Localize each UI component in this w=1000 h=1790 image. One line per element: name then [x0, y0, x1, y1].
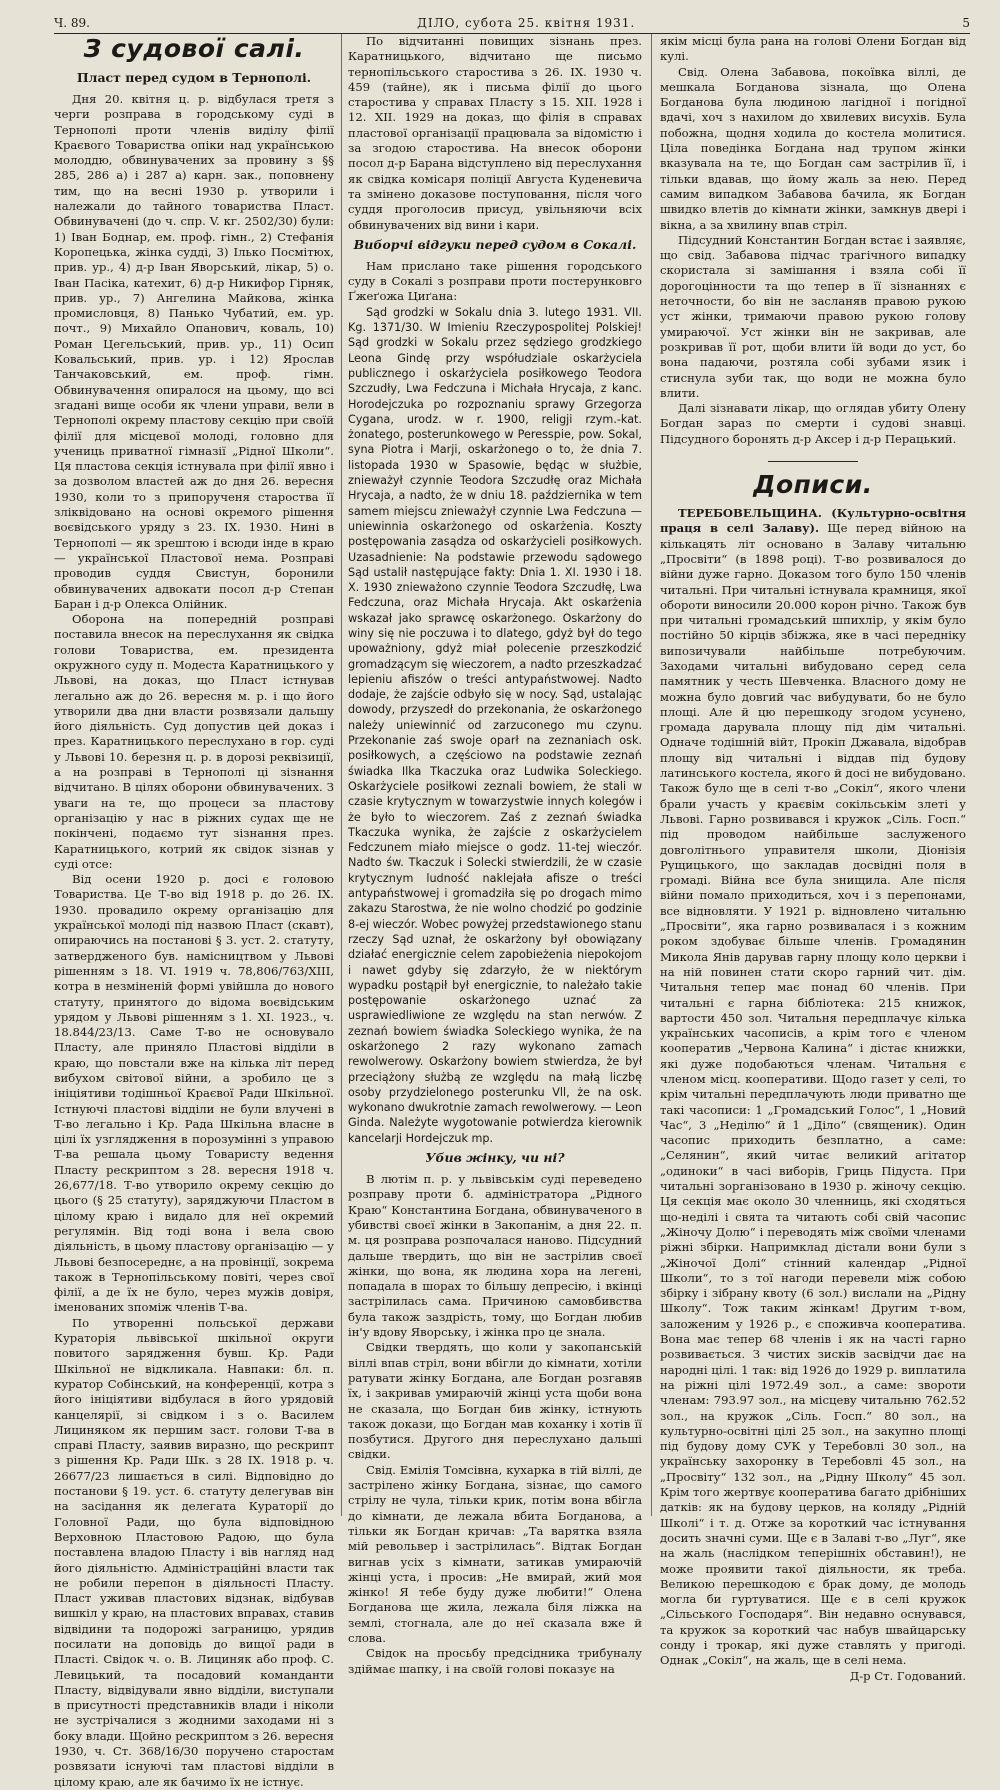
column-rule [341, 34, 342, 1516]
page-number: 5 [962, 16, 970, 30]
article-paragraph: Далі зізнавати лікар, що оглядав убиту Олену Богдан зараз по смерти і судові знавці. Підсудного боронять д-р Аксер і д-р Перацький. [660, 401, 966, 446]
article-headline: Убив жінку, чи ні? [425, 1150, 565, 1166]
column-2 [348, 34, 642, 1676]
court-verdict-text: Sąd grodzki w Sokalu dnia 3. lutego 1931. VII. Kg. 1371/30. W Imieniu Rzeczypospolitej Polskiej! Sąd grodzki w Sokalu przez sędziego grodzkiego Leona Gindę przy współudziale oskarżyciela publicznego i oskarżyciela posiłkowego Teodora Szczudły, Lwa Fedczuna i Michała Hrycaja, z kanc. Horodejczuka po rozpoznaniu sprawy Grzegorza Cygana, urodz. w r. 1900, religji rzym.-kat. żonatego, posterunkowego w Peresspie, pow. Sokal, syna Piotra i Marji, oskarżonego o to, że dnia 7. listopada 1930 w Spasowie, będąc w służbie, znieważył czynnie Teodora Szczudłę oraz Michała Hrycaja, a nadto, że w dniu 18. października w tem samem miejscu znieważył czynnie Lwa Fedczuna — uniewinnia oskarżonego od oskarżenia. Koszty postępowania zasądza od oskarżycieli posiłkowych. Uzasadnienie: Na podstawie przewodu sądowego Sąd ustalił następujące fakty: Dnia 1. XI. 1930 i 18. X. 1930 znieważono czynnie Teodora Szczudłę, Lwa Fedczuna, oraz Michała Hrycaja. Akt oskarżenia wskazał jako sprawcę oskarżonego. Oskarżony do winy się nie poczuwa i to dlatego, gdyż był do tego upoważniony, gdyż miał polecenie przeszkodzić gromadzącym się wieczorem, a nadto przeszkadzać lepieniu afiszów o treści antypaństwowej. Nadto dodaje, że zajście odbyło się w nocy. Sąd, ustalając dowody, przyszedł do przekonania, że oskarżonego należy uniewinnić od zarzuconego mu czynu. Przekonanie zaś swoje oparł na zeznaniach osk. posiłkowych, a częściowo na podstawie zeznań świadka Ilka Tkaczuka oraz Ludwika Soleckiego. Oskarżyciele posiłkowi zeznali bowiem, że stali w czasie krytycznym w towarzystwie innych kolegów i że było to wieczorem. Zaś z zeznań świadka Tkaczuka wynika, że zajście z oskarżycielem Fedczunem miało miejsce o godz. 11-tej wieczór. Nadto św. Tkaczuk i Solecki stwierdzili, że w czasie krytycznym ludność naklejała afisze o treści antypaństwowej i gromadziła się po drogach mimo zakazu Starostwa, że nie wolno chodzić po godzinie 8-ej wieczór. Wobec powyżej przedstawionego stanu rzeczy Sąd uznał, że oskarżony był obowiązany działać energicznie celem zapobieżenia niepokojom i nawet gdyby się zdarzyło, że w niektórym wypadku postąpił był energicznie, to należało takie postępowanie oskarżonego uznać za usprawiedliwione ze względu na stan nerwów. Z zeznań bowiem świadka Soleckiego wynika, że na oskarżonego 2 razy wykonano zamach rewolwerowy. Oskarżony bowiem stwierdza, że był przeciążony służbą ze względu na małą liczbę osoby przydzielonego posterunku Vll, że na osk. wykonano dwukrotnie zamach rewolwerowy. — Leon Ginda. Należyte wygotowanie potwierdza kierownik kancelarji Hordejczuk mp. [348, 305, 642, 1145]
article-paragraph: Свід. Емілія Томсівна, кухарка в тій віллі, де застрілено жінку Богдана, зізнає, що самого стрілу не чула, тільки крик, потім вона вбігла до кімнати, де лежала вбита Богданова, а тільки як Богдан кричав: „Та варятка взяла мій револьвер і застрілилась“. Відтак Богдан вигнав усіх з кімнати, затикав умираючій жінці уста, і просив: „Не вмирай, жий моя жінко! Я тебе буду дуже любити!“ Олена Богданова ще жила, лежала біля ліжка на землі, стогнала, але до неї сказала вже й слова. [348, 1462, 642, 1645]
article-paragraph: якім місці була рана на голові Олени Богдан від кулі. [660, 34, 966, 64]
column-3 [660, 34, 966, 1683]
article-paragraph: Свідок на просьбу предсідника трибуналу здіймає шапку, і на своїй голові показує на [348, 1646, 642, 1676]
article-paragraph: Свід. Олена Забавова, покоївка віллі, де мешкала Богданова зізнала, що Олена Богданова була людиною лагідної і погідної вдачі, хоч з нахилом до хвилевих висухів. Була побожна, щодня ходила до костела молитися. Ціла поведінка Богдана над трупом жінки вказувала на те, що Богдан сам застрілив її, і тільки вдавав, що йому жаль за нею. Перед самим випадком Забавова бачила, як Богдан швидко влетів до кімнати жінки, замкнув двері і вікна, а за хвилину впав стріл. [660, 64, 966, 232]
article-paragraph: Від осени 1920 р. досі є головою Товариства. Це Т-во від 1918 р. до 26. IX. 1930. провадило окрему організацію для української молоді під назвою Пласт (скавт), опираючись на постанові § 3. уст. 2. статуту, затвердженого був. намісництвом у Львові рішенням з 18. VI. 1919 ч. 78,806/763/XIII, котра в незміненій формі увійшла до нового статуту, принятого до відома воєвідським урядом у Львові рішенням з 1. XI. 1923., ч. 18.844/23/13. Саме Т-во не основувало Пласту, але приняло Пластові відділи в краю, що повстали вже на кілька літ перед вибухом світової війни, а зробило це з ініціятиви тодішньої Краєвої Ради Шкільної. Істнуючі пластові відділи не були влучені в Т-во легально і Кр. Рада Шкільна власне в цілі їх узглядження в порозумінні з управою Т-ва решала цьому Товаристу ведення Пласту рескриптом з 28. вересня 1918 ч. 26,677/18. Т-во утворило окрему секцію до цього (§ 25 статуту), заряджуючи Пластом в цілому краю і видало для неї окремий регулямін. Від тоді вона і вела свою діяльність, в цьому пластову організацію — у Львові безпосереднє, а на провінції, зокрема також в Тернопільському повіті, через свої філії, а де їх не було, через мужів довіря, іменованих зпоміж членів Т-ва. [54, 872, 334, 1315]
column-rule [651, 34, 652, 1516]
article-paragraph: Дня 20. квітня ц. р. відбулася третя з черги розправа в городському суді в Тернополі проти членів виділу філії Краєвого Товариства опіки над українською молоддю, обвинувачених за провину з §§ 285, 286 а) і 287 а) карн. зак., поповнену тим, що на весні 1930 р. утворили і належали до тайного товариства Пласт. Обвинувачені (до ч. спр. V. кг. 2502/30) були: 1) Іван Боднар, ем. проф. гімн., 2) Стефанія Коропецька, жінка судді, 3) Ілько Посмітюх, прив. ур., 4) д-р Іван Яворський, лікар, 5) о. Іван Пасіка, катехит, 6) д-р Никифор Гірняк, прив. ур., 7) Ангелина Майкова, жінка промисловця, 8) Панько Чубатий, ем. ур. почт., 9) Михайло Опанович, коваль, 10) Роман Цегельський, прив. ур., 11) Осип Ковальський, прив. ур. і 12) Ярослав Танчаковський, ем. проф. гімн. Обвинувачення опиралося на цьому, що всі згадані вище особи як члени управи, вели в Тернополі окрему пластову секцію при своїй філії для місцевої молоді, головно для учениць приватної гімназії „Рідної Школи“. Ця пластова секція істнувала при філії явно і за дозволом властей аж до дня 26. вересня 1930, коли то з припорученя староства її зліквідовано на основі окремого рішення воєвідського уряду з 23. IX. 1930. Нині в Тернополі — як зрештою і всюди інде в краю — української Пластової нема. Розправі проводив суддя Свистун, боронили обвинувачених адвокати посол д-р Степан Баран і д-р Олекса Олійник. [54, 92, 334, 611]
section-headline: Дописи. [753, 470, 873, 500]
masthead-title: ДІЛО, субота 25. квітня 1931. [417, 16, 636, 30]
masthead [54, 6, 970, 34]
article-paragraph: Свідки твердять, що коли у закопанській віллі впав стріл, вони вбігли до кімнати, хотіли ратувати жінку Богдана, але Богдан розгавяв їх, і закривав умираючій жінці уста щоби вона не сказала, що Богдан бив жінку, істнують також докази, що Богдан мав коханку і хотів її позбутися. Другого дня переслухано дальші свідки. [348, 1340, 642, 1462]
article-paragraph: Ще перед війною на кількацять літ основано в Залаву читальню „Просвіти“ (в 1898 році). Т-во розвивалося до війни дуже гарно. Доказом того було 150 членів читальні. При читальні істнувала крамниця, якої обороти виносили 20.000 корон річно. Також був при читальні громадський шпихлір, у якім було постійно 50 кірців збіжжа, яке в часі передніку випозичували найбільше потребуючим. Заходами читальні вибудовано серед села памятник у честь Шевченка. Власного дому не можна було довгий час вибудувати, бо не було площі. Але й цю перешкоду згодом усунено, громада дарувала площу під дім читальні. Одначе тодішній війт, Прокіп Джавала, відобрав площу від читальні і віддав під будову латинського костела, якого й досі не вибудовано. Також було ще в селі т-во „Сокіл“, якого члени брали участь у краєвім сокільськім злеті у Львові. Гарно розвивався і кружок „Сіль. Госп.“ під проводом найбільше заслуженого довголітнього управителя школи, Діонізія Рущицького, що закладав досвідні поля в громаді. Війна все була знищила. Але після війни помало приходиться, хоч і з перепонами, все відновляти. У 1921 р. відновлено читальню „Просвіти“, яка гарно розвивалася і з кожним роком здобуває більше членів. Громадянин Микола Янів дарував гарну площу коло церкви і на ній повинен стати скоро гарний чит. дім. Читальня тепер має понад 60 членів. При читальні є гарна бібліотека: 215 книжок, вартости 450 зол. Читальня передплачує кілька українських часописів, а крім того є членом кооператив „Червона Калина“ і дістає книжки, які дуже подобаються членам. Читальня є членом місц. кооперативи. Щодо газет у селі, то крім читальні передплачують люди приватно ще такі часописи: 1 „Громадський Голос“, 1 „Новий Час“, 3 „Неділю“ й 1 „Діло“ (священик). Один часопис приходить безплатно, а саме: „Селянин“, який читає великий агітатор „одиноки“ в часі виборів, Гриць Підуста. При читальні зорганізовано в 1930 р. жіночу секцію. Ця секція має около 30 членниць, які сходяться що-неділі і свята та читають собі свій часопис „Жіночу Долю“ і переводять між своїми членами ріжні збірки. Напримклад дістали вони були з „Жіночої Долі“ стінний календар „Рідної Школи“, то з тої нагоди перевели між собою збірку і зібрану квоту (6 зол.) вислали на „Рідну Школу“. Тож таким жінкам! Другим т-вом, заложеним у 1926 р., є споживча кооператива. Вона має тепер 68 членів і як на часті гарно розвивається. З чистих зисків засвідчи дає на народні цілі. 1 так: від 1926 до 1929 р. виплатила на ріжні цілі 1972.49 зол., а саме: звороти членам: 793.97 зол., на місцеву читальню 762.52 зол., на кружок „Сіль. Госп.“ 80 зол., на культурно-освітні цілі 25 зол., на закупно площі під будову дому СУК у Теребовлі 30 зол., на українську захоронку в Теребовлі 45 зол., на „Просвіту“ 132 зол., на „Рідну Школу“ 45 зол. Крім того жертвує кооператива багато дрібніших датків: як на будову церков, на коляду „Рідній Школі“ і т. д. Отже за короткий час істнування досить значні суми. Ще є в Залаві т-во „Луг“, яке на жаль (наслідком теперішніх обставин!), не може проявити такої діяльности, як треба. Великою перешкодою є брак дому, де молодь могла би гуртуватися. Ще є в селі кружок „Сільського Господаря“. Він недавно оснувався, та кружок за короткий час набув швайцарську сонду і трокар, які дуже ставлять у пригоді. Однак „Сокіл“, на жаль, ще в селі нема. [660, 521, 966, 1668]
region-note: (Культурно-освітня праця в селі Залаву). [660, 506, 966, 536]
region-name: ТЕРЕБОВЕЛЬЩИНА. [678, 506, 822, 521]
section-divider [768, 461, 858, 462]
author-signature: Д-р Ст. Годований. [849, 1668, 966, 1683]
article-headline: Пласт перед судом в Тернополі. [76, 70, 312, 85]
article-headline: Виборчі відгуки перед судом в Сокалі. [353, 236, 637, 252]
issue-number: Ч. 89. [54, 16, 90, 30]
article-paragraph: Нам прислано таке рішення городського суду в Сокалі з розправи проти постерунковго Ґжеґожа Циґана: [348, 258, 642, 304]
article-paragraph: По утворенні польської держави Кураторія львівської шкільної округи повитого зарядження бувш. Кр. Ради Шкільної не відкликала. Навпаки: бл. п. куратор Собінський, на конференції, котра з його ініціятиви відбулася в його урядовій канцелярії, зі свідком і з о. Василем Лициняком як першим заст. голови Т-ва в справі Пласту, заявив виразно, що рескрипт з рішення Кр. Ради Шк. з 28 IX. 1918 р. ч. 26677/23 лишається в силі. Відповідно до постанови § 19. уст. 6. статуту делегував він на засідання як делегата Кураторії до Головної Ради, що була відповідною Верховною Пластовою Радою, що була поставлена владою Пласту і вів нагляд над його діяльністю. Адміністраційні власти так не робили перепон в діяльності Пласту. Пласт уживав пластових відзнак, відбував вишкіл у краю, на пластових вправах, ставив відвідини та подорожі заграницю, урядив посилати на доповідь до вищої ради в Пласті. Свідок ч. о. В. Лициняк або проф. С. Левицький, та посадовий команданти Пласту, відвідували явно відділи, виступали в присутності представників влади і ніколи не зустрічалися з жодними заходами ні з боку влади. Щойно рескриптом з 26. вересня 1930, ч. Ст. 368/16/30 поручено старостам розвязати існуючі там пластові відділи в цілому краю, але як бачимо їх не істнує. [54, 1315, 334, 1789]
article-paragraph: По відчитанні повищих зізнань през. Каратницького, відчитано ще письмо тернопільського старостива з 26. IX. 1930 ч. 459 (тайне), як і письма філії до цього старостива у справах Пласту з 15. XII. 1928 і 12. XII. 1929 на доказ, що філія в справах пластової організації працювала за відомістю і за згодою старостива. На внесок оборони посол д-р Барана відступлено від переслухання як свідка комісаря поліції Августа Куденевича та змінено доказове поступовання, після чого суддя проголосив присуд, увільняючи всіх обвинувачених від вини і кари. [348, 34, 642, 232]
column-1 [54, 34, 334, 1789]
section-headline: З судової салі. [83, 34, 305, 63]
article-paragraph: Оборона на попередній розправі поставила внесок на переслухання як свідка голови Товариства, ем. президента окружного суду п. Модеста Каратницького у Львові, на доказ, що Пласт істнував легально аж до 26. вересня м. р. і що його утворили два дни власти розвязали дальшу його діяльність. Суд допустив цей доказ і през. Каратницького переслухано в гор. суді у Львові 10. березня ц. р. в дорозі реквізиції, а на розправі в Тернополі ці зізнання відчитано. В цілях оборони обвинувачених. З уваги на те, що процеси за пластову організацію у нас в ріжних судах ще не покінчені, подаємо тут зізнання през. Каратницького, котрий як свідок зізнав у суді отсе: [54, 612, 334, 871]
article-paragraph: Підсудний Константин Богдан встає і заявляє, що свід. Забавова підчас трагічного випадку скористала зі замішання і взяла собі її дорогоцінности та що тепер в її зізнаннях є неточности, бо він не засланяв правою рукою уст жінки, тримаючи правою рукою голову умираючої. Уст жінки він не закривав, але розкривав її рот, щоби влити їй води до уст, бо вона падаючи, розтяла собі зубами язик і стиснула зуби так, що води не можна було влити. [660, 232, 966, 400]
article-paragraph: В лютім п. р. у львівськім суді переведено розправу проти б. адміністратора „Рідного Краю“ Константина Богдана, обвинуваченого в убивстві своєї жінки в Закопанім, а дня 22. п. м. ця розправа розпочалася наново. Підсудний дальше твердить, що він не застрілив своєї жінки, що вона, як людина хора на легені, попадала в шорах то більшу депресію, і вкінці застрілилась сама. Причиною самовбивства була також заздрість, тому, що Богдан любив ін'у вдову Яворську, і жінка про це знала. [348, 1172, 642, 1340]
